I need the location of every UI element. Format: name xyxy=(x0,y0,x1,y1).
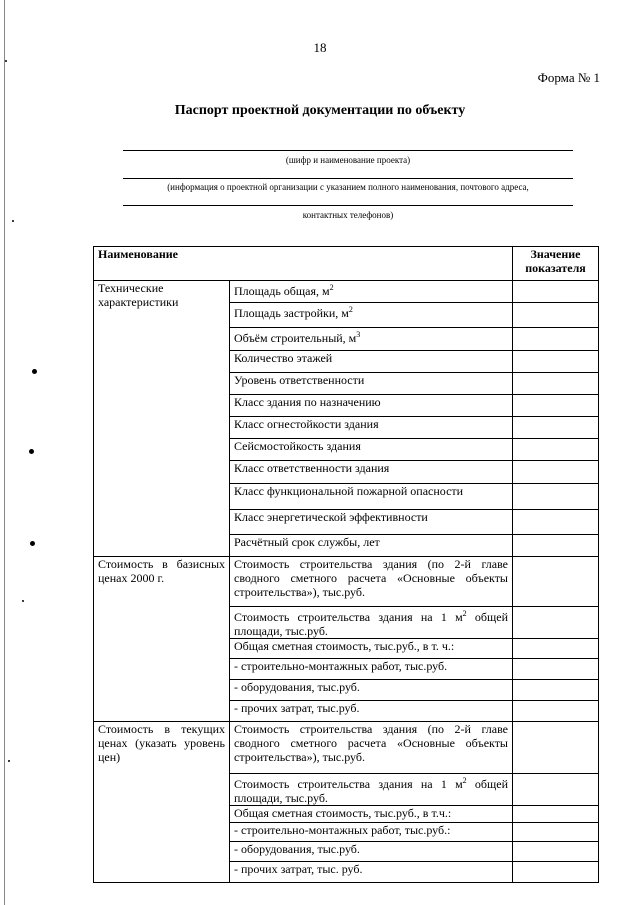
form-number-label: Форма № 1 xyxy=(537,70,600,85)
indicator-value-cell[interactable] xyxy=(513,439,599,461)
indicator-value-cell[interactable] xyxy=(513,862,599,883)
indicator-value-cell[interactable] xyxy=(513,680,599,701)
indicator-name: Количество этажей xyxy=(230,351,513,373)
table-row xyxy=(94,557,599,607)
indicator-name: Класс здания по назначению xyxy=(230,395,513,417)
indicator-name: Площадь застройки, $м^2$ xyxy=(230,303,513,328)
indicator-value-cell[interactable] xyxy=(513,373,599,395)
project-blank-line xyxy=(123,150,573,151)
indicator-name: Стоимость строительства здания на 1 $м^2$ общей площади, тыс.руб. xyxy=(230,774,513,806)
indicator-name: Стоимость строительства здания (по 2-й главе сводного сметного расчета «Основные объекты строительства»), тыс.руб. xyxy=(230,557,513,607)
indicator-name: Площадь общая, $м^2$ xyxy=(230,281,513,303)
indicator-name: Класс энергетической эффективности xyxy=(230,510,513,535)
indicator-name: Класс ответственности здания xyxy=(230,461,513,484)
indicator-value-cell[interactable] xyxy=(513,823,599,842)
indicator-name: Стоимость строительства здания (по 2-й главе сводного сметного расчета «Основные объекты строительства»), тыс.руб. xyxy=(230,722,513,774)
section-label: Технические характеристики xyxy=(94,281,230,557)
indicator-value-cell[interactable] xyxy=(513,484,599,510)
page-number: 18 xyxy=(313,40,327,55)
document-title: Паспорт проектной документации по объекту xyxy=(174,103,466,118)
indicator-name: Стоимость строительства здания на 1 $м^2$ общей площади, тыс.руб. xyxy=(230,607,513,639)
indicator-name: Общая сметная стоимость, тыс.руб., в т. ч.: xyxy=(230,639,513,659)
organization-caption-line1: (информация о проектной организации с указанием полного наименования, почтового адреса, xyxy=(167,182,529,192)
indicator-value-cell[interactable] xyxy=(513,328,599,351)
indicator-value-cell[interactable] xyxy=(513,659,599,680)
indicator-value-cell[interactable] xyxy=(513,607,599,639)
indicator-value-cell[interactable] xyxy=(513,701,599,722)
organization-blank-line-2 xyxy=(123,205,573,206)
indicator-value-cell[interactable] xyxy=(513,806,599,823)
indicator-name: Уровень ответственности xyxy=(230,373,513,395)
indicator-value-cell[interactable] xyxy=(513,639,599,659)
indicator-name: - строительно-монтажных работ, тыс.руб.: xyxy=(230,823,513,842)
indicator-name: Общая сметная стоимость, тыс.руб., в т.ч.: xyxy=(230,806,513,823)
indicator-name: Класс функциональной пожарной опасности xyxy=(230,484,513,510)
table-row xyxy=(94,281,599,303)
indicator-name: Сейсмостойкость здания xyxy=(230,439,513,461)
column-header-value: Значение показателя xyxy=(513,247,599,281)
indicator-name: Класс огнестойкости здания xyxy=(230,417,513,439)
indicator-name: Объём строительный, $м^3$ xyxy=(230,328,513,351)
indicator-value-cell[interactable] xyxy=(513,557,599,607)
column-header-name: Наименование xyxy=(94,247,513,281)
organization-caption-line2: контактных телефонов) xyxy=(302,210,394,220)
section-label: Стоимость в текущих ценах (указать уровень цен) xyxy=(94,722,230,883)
indicator-value-cell[interactable] xyxy=(513,303,599,328)
indicator-value-cell[interactable] xyxy=(513,461,599,484)
indicator-value-cell[interactable] xyxy=(513,281,599,303)
scan-margin-artifacts xyxy=(0,0,40,905)
indicator-name: - оборудования, тыс.руб. xyxy=(230,842,513,862)
indicator-name: - прочих затрат, тыс. руб. xyxy=(230,862,513,883)
indicator-value-cell[interactable] xyxy=(513,774,599,806)
indicator-name: - оборудования, тыс.руб. xyxy=(230,680,513,701)
indicator-name: - прочих затрат, тыс.руб. xyxy=(230,701,513,722)
project-caption: (шифр и наименование проекта) xyxy=(285,155,411,165)
indicator-value-cell[interactable] xyxy=(513,417,599,439)
indicator-name: Расчётный срок службы, лет xyxy=(230,535,513,557)
indicator-name: - строительно-монтажных работ, тыс.руб. xyxy=(230,659,513,680)
indicator-value-cell[interactable] xyxy=(513,395,599,417)
indicator-value-cell[interactable] xyxy=(513,535,599,557)
organization-blank-line xyxy=(123,178,573,179)
table-header-row xyxy=(94,247,599,281)
section-label: Стоимость в базисных ценах 2000 г. xyxy=(94,557,230,722)
indicator-value-cell[interactable] xyxy=(513,842,599,862)
indicator-value-cell[interactable] xyxy=(513,722,599,774)
indicator-value-cell[interactable] xyxy=(513,510,599,535)
indicator-value-cell[interactable] xyxy=(513,351,599,373)
table-row xyxy=(94,722,599,774)
passport-table xyxy=(93,246,599,883)
